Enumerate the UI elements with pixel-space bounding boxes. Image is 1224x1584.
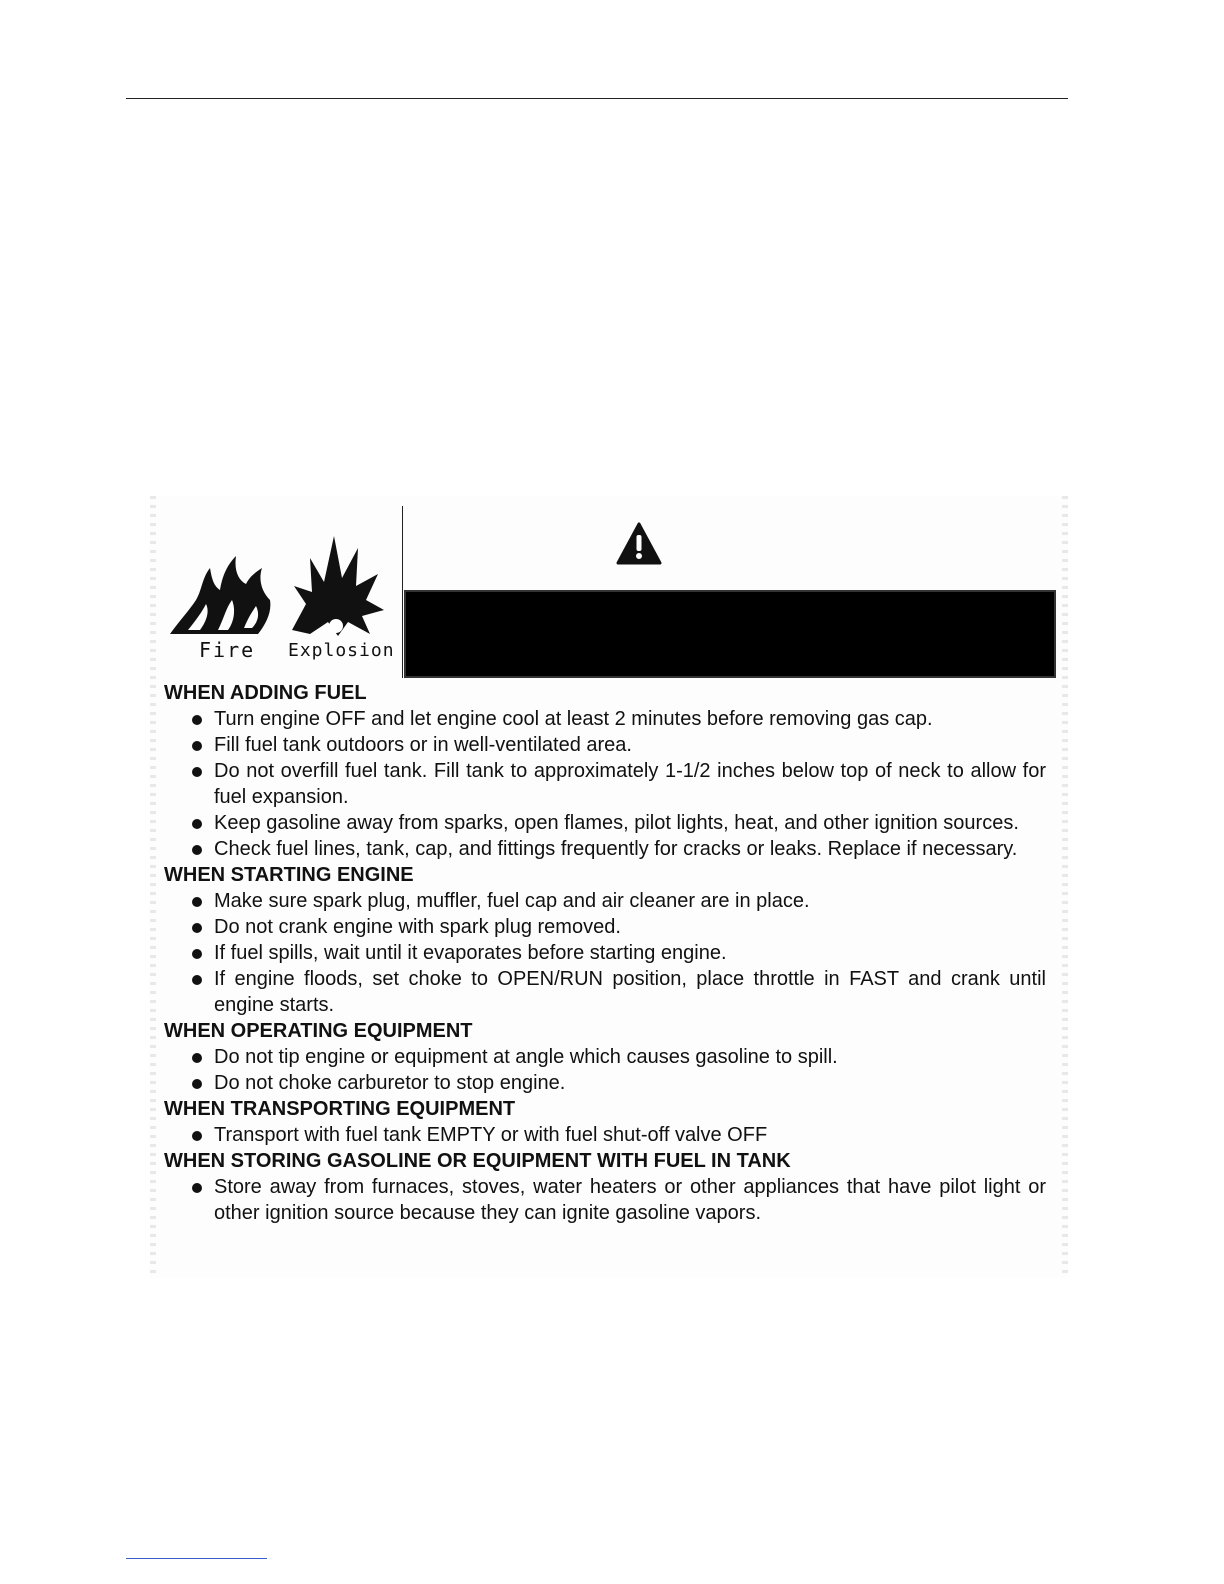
section-heading: WHEN TRANSPORTING EQUIPMENT	[164, 1098, 516, 1120]
list-item: If fuel spills, wait until it evaporates before starting engine.	[162, 940, 1046, 966]
signal-word-bar	[404, 590, 1056, 678]
bullet-icon	[192, 819, 202, 829]
fire-label: Fire	[199, 638, 256, 662]
bullet-icon	[192, 1053, 202, 1063]
footer-link-rule	[126, 1558, 267, 1559]
instruction-list	[162, 706, 1046, 862]
instruction-list	[162, 888, 1046, 1018]
instruction-list	[162, 1122, 1046, 1148]
list-item: Do not crank engine with spark plug removed.	[162, 914, 1046, 940]
safety-instructions	[162, 680, 1046, 1226]
hazard-icons	[160, 506, 402, 676]
list-item: Make sure spark plug, muffler, fuel cap and air cleaner are in place.	[162, 888, 1046, 914]
list-item: Do not overfill fuel tank. Fill tank to approximately 1-1/2 inches below top of neck to allow for fuel expansion.	[162, 758, 1046, 810]
header-rule	[126, 98, 1068, 99]
list-item: Do not choke carburetor to stop engine.	[162, 1070, 1046, 1096]
bullet-icon	[192, 975, 202, 985]
instruction-list	[162, 1044, 1046, 1096]
header-divider	[402, 506, 403, 678]
warning-triangle-icon	[616, 522, 662, 566]
list-item: Store away from furnaces, stoves, water heaters or other appliances that have pilot light or other ignition source because they can ignite gasoline vapors.	[162, 1174, 1046, 1226]
bullet-icon	[192, 715, 202, 725]
section-heading: WHEN STORING GASOLINE OR EQUIPMENT WITH FUEL IN TANK	[164, 1150, 791, 1172]
list-item: Turn engine OFF and let engine cool at least 2 minutes before removing gas cap.	[162, 706, 1046, 732]
explosion-icon	[288, 534, 386, 638]
bullet-icon	[192, 741, 202, 751]
list-item: Transport with fuel tank EMPTY or with fuel shut-off valve OFF	[162, 1122, 1046, 1148]
list-item: Keep gasoline away from sparks, open flames, pilot lights, heat, and other ignition sources.	[162, 810, 1046, 836]
bullet-icon	[192, 923, 202, 933]
section-heading: WHEN ADDING FUEL	[164, 682, 367, 704]
bullet-icon	[192, 949, 202, 959]
bullet-icon	[192, 1183, 202, 1193]
list-item: Check fuel lines, tank, cap, and fittings frequently for cracks or leaks. Replace if necessary.	[162, 836, 1046, 862]
bullet-icon	[192, 845, 202, 855]
section-heading: WHEN STARTING ENGINE	[164, 864, 414, 886]
list-item: Do not tip engine or equipment at angle which causes gasoline to spill.	[162, 1044, 1046, 1070]
bullet-icon	[192, 897, 202, 907]
list-item: Fill fuel tank outdoors or in well-ventilated area.	[162, 732, 1046, 758]
fire-icon	[166, 550, 278, 640]
instruction-list	[162, 1174, 1046, 1226]
explosion-label: Explosion	[288, 640, 395, 661]
list-item: If engine floods, set choke to OPEN/RUN position, place throttle in FAST and crank until engine starts.	[162, 966, 1046, 1018]
bullet-icon	[192, 1079, 202, 1089]
bullet-icon	[192, 767, 202, 777]
section-heading: WHEN OPERATING EQUIPMENT	[164, 1020, 473, 1042]
bullet-icon	[192, 1131, 202, 1141]
